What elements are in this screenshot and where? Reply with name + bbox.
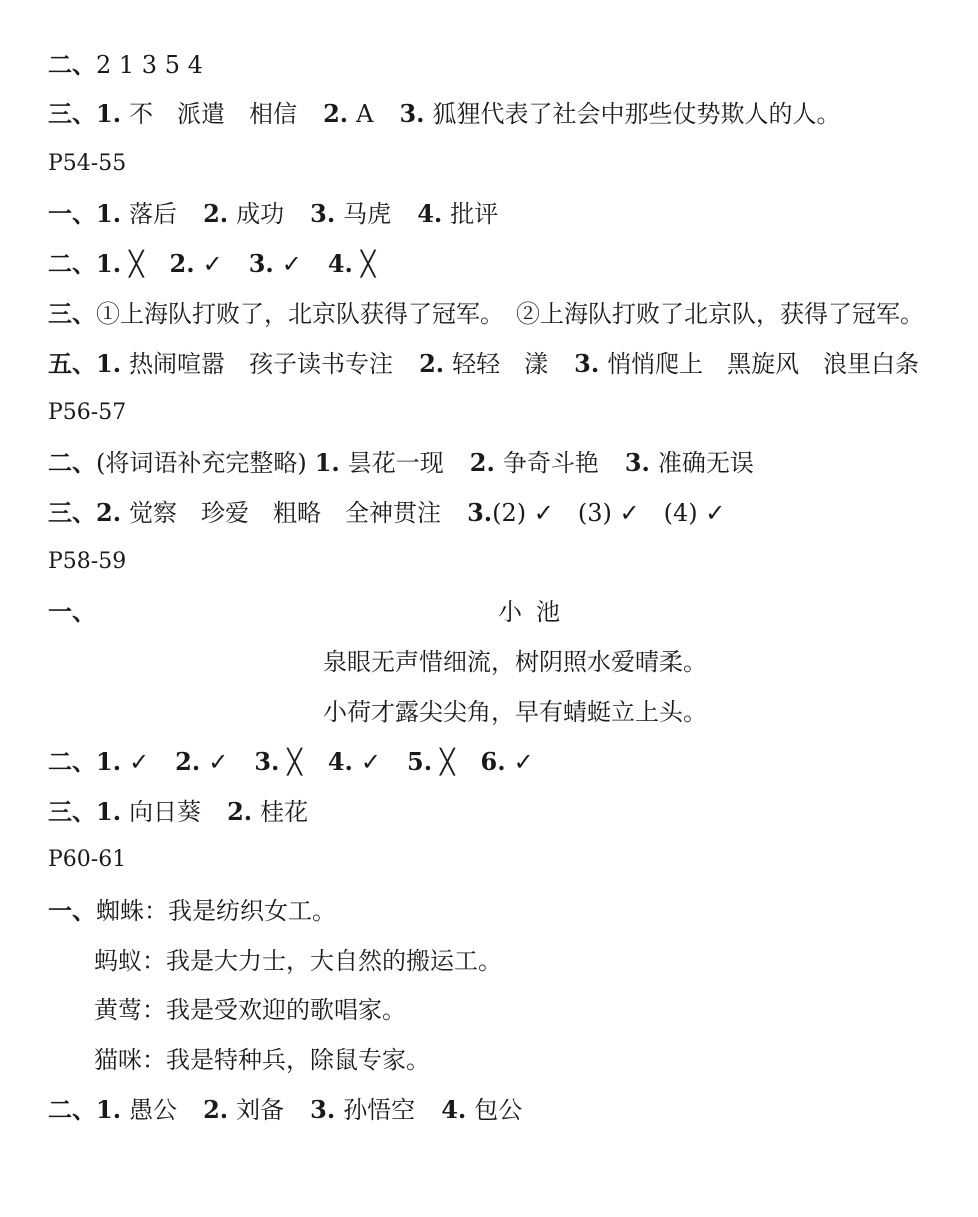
item-answer: 愚公 (129, 1096, 178, 1124)
poem-line: 小荷才露尖尖角，早有蜻蜓立上头。 (323, 698, 707, 726)
answer-line (48, 197, 958, 231)
answer-line (48, 446, 958, 480)
check-mark: ✓ (513, 748, 534, 776)
section-marker: 一、 (48, 896, 96, 925)
item-number: 1. (96, 249, 122, 278)
item-number: 2. (203, 199, 229, 228)
item-answer: 落后 (129, 200, 178, 228)
answer-text: 2 1 3 5 4 (96, 51, 203, 79)
item-number: 1. (314, 448, 340, 477)
item-number: 4. (327, 249, 353, 278)
item-answer: 桂花 (260, 798, 309, 826)
item-answer: 准确无误 (657, 449, 754, 477)
answer-line-indented: 蚂蚁：我是大力士，大自然的搬运工。 (94, 947, 502, 975)
item-answer: (2) ✓ (3) ✓ (4) ✓ (492, 499, 726, 527)
poem-title: 小池 (498, 598, 574, 626)
item-number: 4. (327, 747, 353, 776)
item-answer: 昙花一现 (347, 449, 444, 477)
item-number: 2. (323, 99, 349, 128)
item-answer: 狐狸代表了社会中那些仗势欺人的人。 (432, 100, 841, 128)
item-number: 4. (441, 1095, 467, 1124)
item-number: 3. (310, 199, 336, 228)
answer-line (48, 1093, 958, 1127)
item-number: 2. (96, 498, 122, 527)
item-number: 3. (574, 349, 600, 378)
section-marker: 一、 (48, 199, 96, 228)
item-answer: 争奇斗艳 (502, 449, 599, 477)
section-marker: 三、 (48, 797, 96, 826)
answer-line (48, 48, 958, 82)
item-answer: 孙悟空 (343, 1096, 416, 1124)
item-answer: 批评 (450, 200, 499, 228)
poem-line: 泉眼无声惜细流，树阴照水爱晴柔。 (323, 648, 707, 676)
section-marker: 五、 (48, 349, 96, 378)
answer-text: ①上海队打败了，北京队获得了冠军。 ②上海队打败了北京队，获得了冠军。 (96, 300, 924, 328)
item-number: 6. (480, 747, 506, 776)
answer-line (48, 496, 958, 530)
page-range-heading: P60-61 (48, 847, 127, 872)
answer-line (48, 595, 958, 629)
item-number: 2. (469, 448, 495, 477)
item-number: 1. (96, 349, 122, 378)
item-answer: 不 派遣 相信 (129, 100, 298, 128)
item-number: 3. (254, 747, 280, 776)
answer-text: 蜘蛛：我是纺织女工。 (96, 897, 336, 925)
check-mark: ✓ (281, 250, 302, 278)
item-number: 3. (248, 249, 274, 278)
answer-line (48, 247, 958, 281)
item-number: 1. (96, 797, 122, 826)
answer-line (48, 745, 958, 779)
section-marker: 三、 (48, 498, 96, 527)
cross-mark: ╳ (360, 250, 376, 278)
answer-line (48, 97, 958, 131)
section-note: (将词语补充完整略) (96, 449, 307, 477)
item-answer: 成功 (236, 200, 285, 228)
item-number: 2. (419, 349, 445, 378)
item-answer: 热闹喧嚣 孩子读书专注 (129, 350, 394, 378)
answer-line (48, 347, 958, 381)
item-answer: 轻轻 漾 (452, 350, 549, 378)
item-number: 4. (417, 199, 443, 228)
item-number: 2. (227, 797, 253, 826)
item-answer: 悄悄爬上 黑旋风 浪里白条 (607, 350, 920, 378)
section-marker: 二、 (48, 50, 96, 79)
cross-mark: ╳ (440, 748, 455, 776)
item-number: 5. (407, 747, 433, 776)
section-marker: 二、 (48, 448, 96, 477)
section-marker: 二、 (48, 249, 96, 278)
item-number: 3. (624, 448, 650, 477)
item-number: 1. (96, 747, 122, 776)
section-marker: 一、 (48, 597, 96, 626)
check-mark: ✓ (360, 748, 382, 776)
item-number: 3. (467, 498, 493, 527)
answer-line (48, 297, 958, 331)
item-number: 1. (96, 99, 122, 128)
item-number: 3. (399, 99, 425, 128)
item-answer: 觉察 珍爱 粗略 全神贯注 (129, 499, 442, 527)
item-number: 2. (175, 747, 201, 776)
item-number: 2. (169, 249, 195, 278)
answer-line-indented: 猫咪：我是特种兵，除鼠专家。 (94, 1046, 430, 1074)
page-range-heading: P58-59 (48, 549, 127, 574)
cross-mark: ╳ (129, 250, 144, 278)
section-marker: 三、 (48, 99, 96, 128)
answer-line (48, 795, 958, 829)
item-number: 2. (203, 1095, 229, 1124)
check-mark: ✓ (208, 748, 229, 776)
item-answer: A (356, 100, 374, 128)
item-answer: 包公 (474, 1096, 523, 1124)
section-marker: 二、 (48, 1095, 96, 1124)
item-answer: 向日葵 (129, 798, 202, 826)
item-number: 1. (96, 199, 122, 228)
cross-mark: ╳ (287, 748, 302, 776)
item-answer: 刘备 (236, 1096, 285, 1124)
page-range-heading: P54-55 (48, 151, 127, 176)
item-number: 3. (310, 1095, 336, 1124)
section-marker: 二、 (48, 747, 96, 776)
answer-line-indented: 黄莺：我是受欢迎的歌唱家。 (94, 996, 406, 1024)
item-number: 1. (96, 1095, 122, 1124)
answer-line (48, 894, 958, 928)
check-mark: ✓ (129, 748, 150, 776)
check-mark: ✓ (202, 250, 223, 278)
item-answer: 马虎 (343, 200, 392, 228)
section-marker: 三、 (48, 299, 96, 328)
page-range-heading: P56-57 (48, 400, 127, 425)
